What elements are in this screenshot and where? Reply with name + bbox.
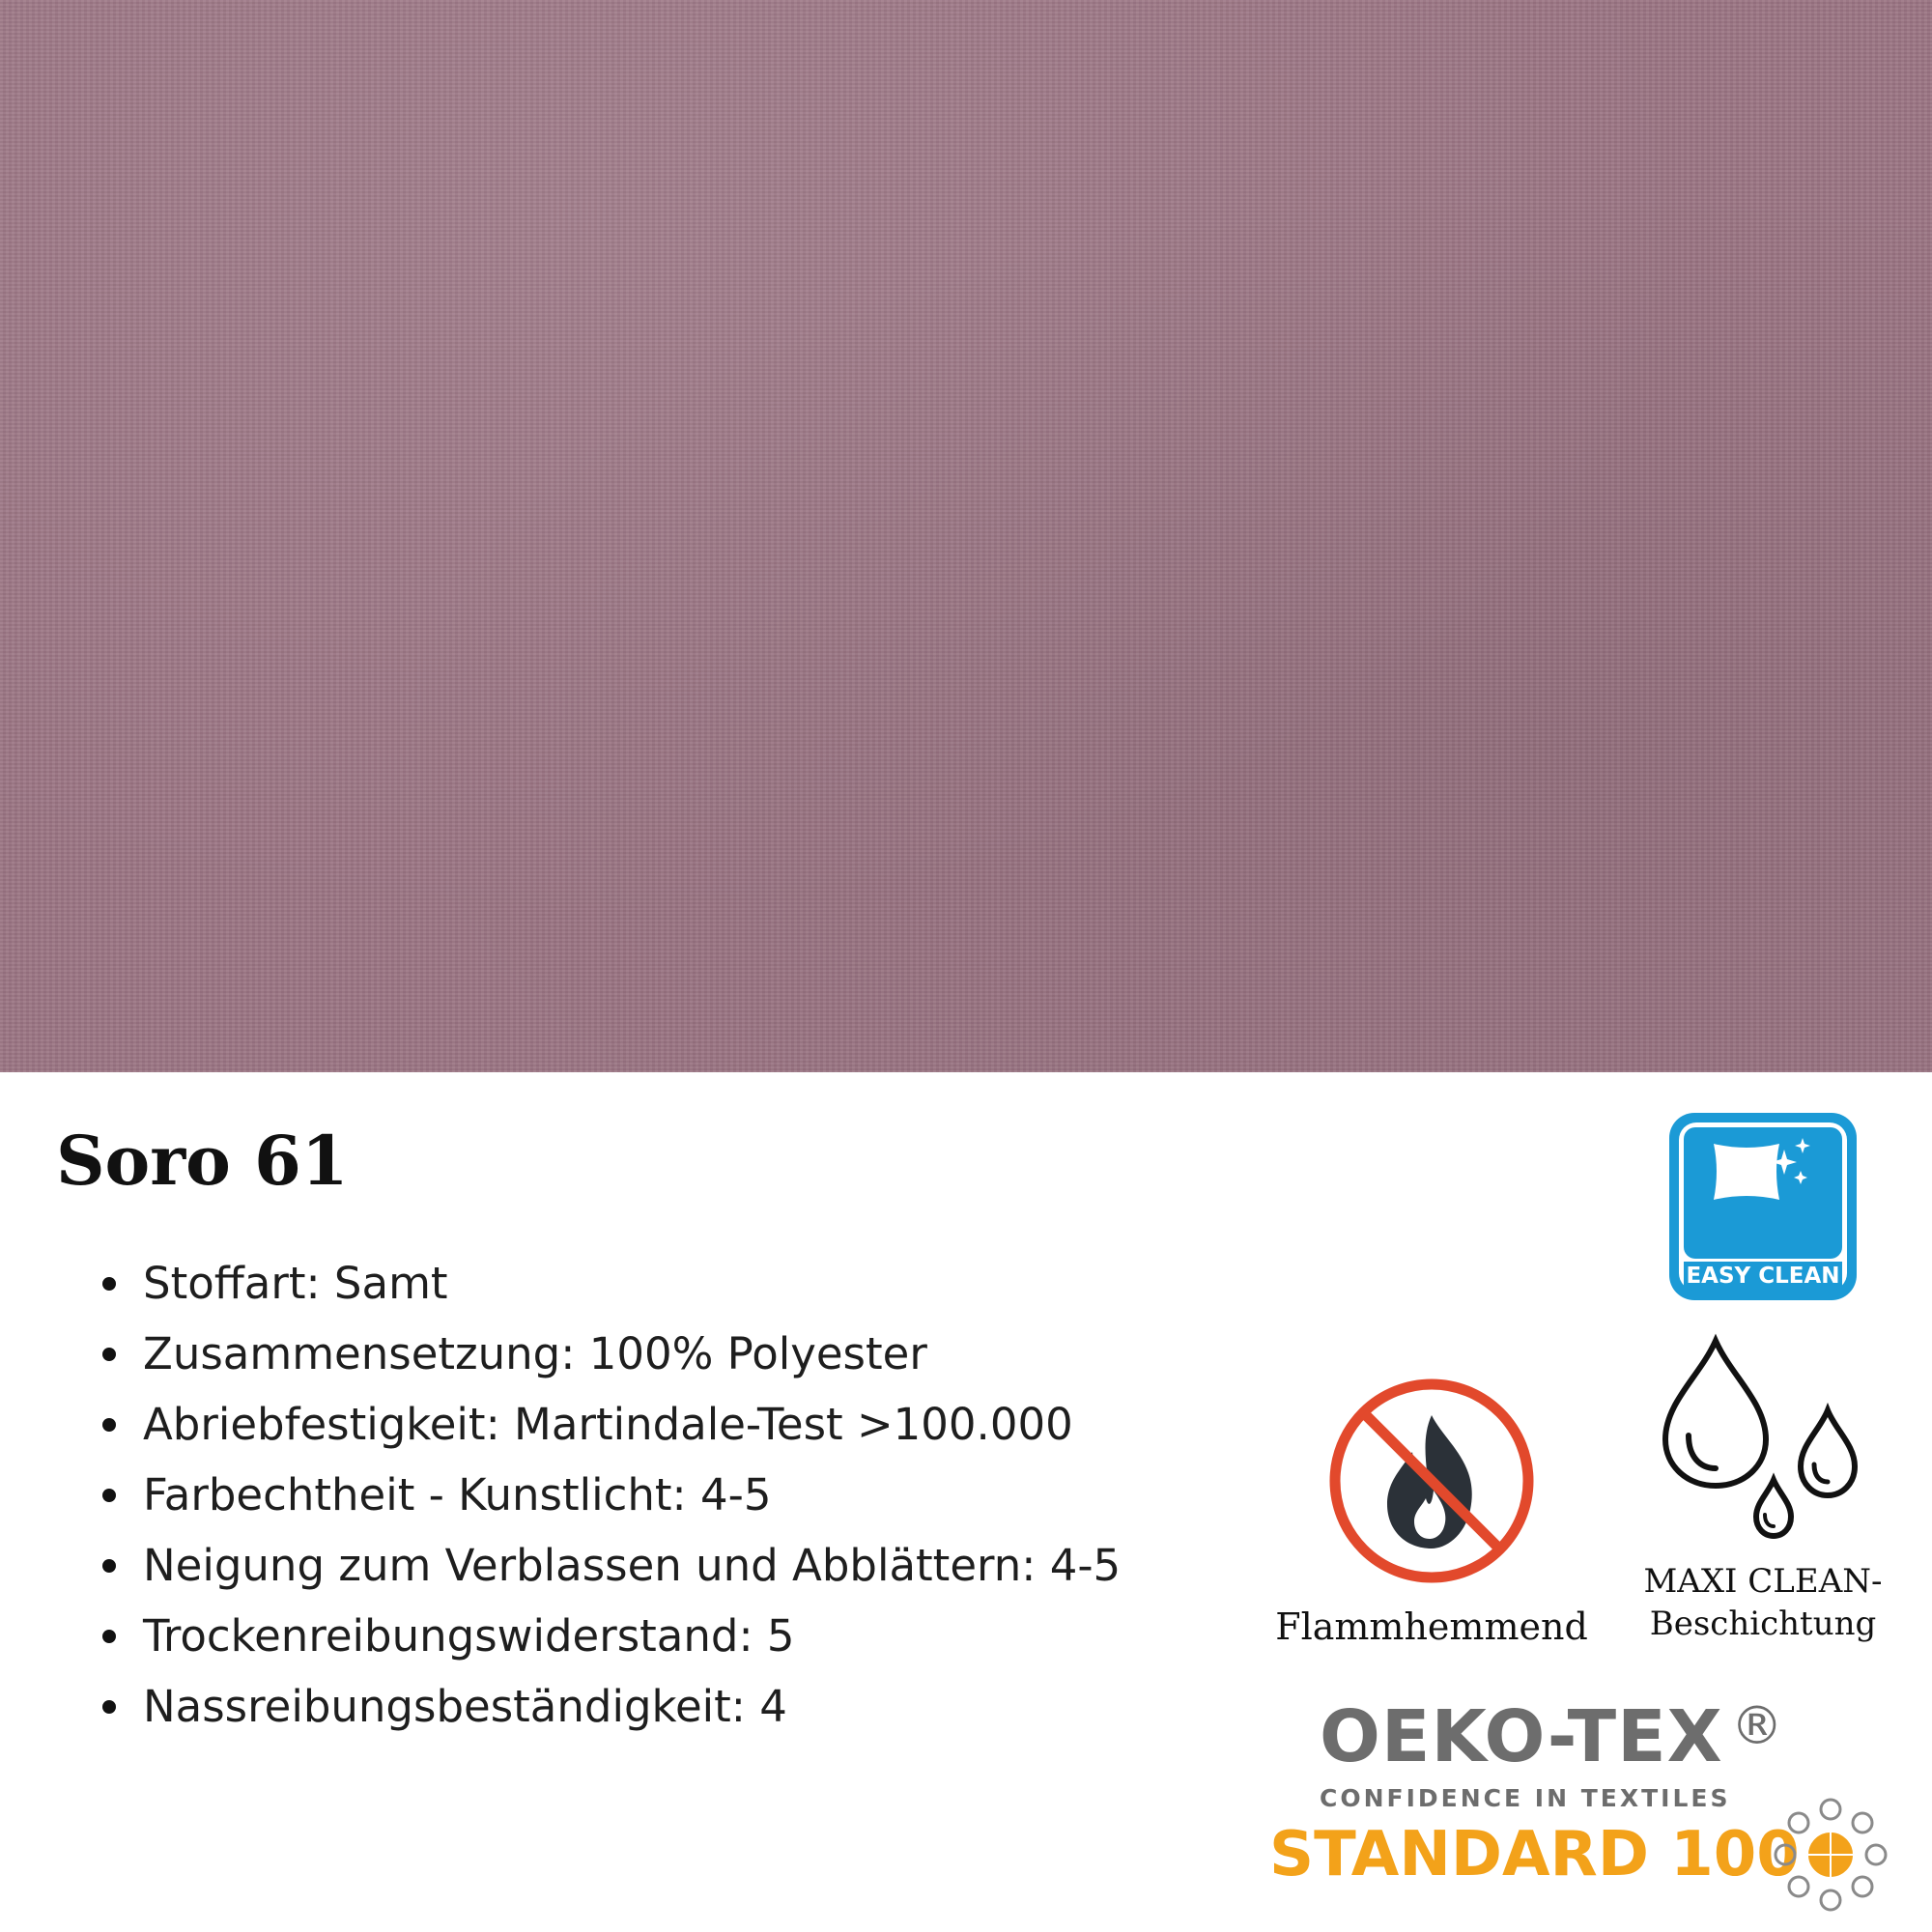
spec-item-dry-rub: Trockenreibungswiderstand: 5 (97, 1601, 1121, 1671)
no-flame-icon (1325, 1375, 1538, 1587)
maxi-clean-label-line1: MAXI CLEAN- (1643, 1562, 1883, 1601)
spec-item-abrasion: Abriebfestigkeit: Martindale-Test >100.000 (97, 1389, 1121, 1460)
oeko-tex-wordmark: OEKO-TEX (1320, 1695, 1723, 1778)
spec-item-wet-rub: Nassreibungsbeständigkeit: 4 (97, 1671, 1121, 1742)
oeko-tex-tagline: CONFIDENCE IN TEXTILES (1320, 1784, 1731, 1812)
product-title: Soro 61 (56, 1121, 349, 1201)
flame-retardant-label: Flammhemmend (1275, 1605, 1588, 1648)
spec-item-pilling: Neigung zum Verblassen und Abblättern: 4-5 (97, 1530, 1121, 1601)
oeko-tex-flower-icon (1768, 1792, 1893, 1918)
easy-clean-label: EASY CLEAN (1686, 1264, 1840, 1289)
water-drops-icon (1654, 1333, 1886, 1555)
spec-list (97, 1248, 1121, 1742)
spec-item-fabric-type: Stoffart: Samt (97, 1248, 1121, 1319)
maxi-clean-label (1623, 1560, 1903, 1645)
spec-item-color-fastness: Farbechtheit - Kunstlicht: 4-5 (97, 1460, 1121, 1530)
registered-mark: ® (1730, 1695, 1783, 1756)
oeko-tex-standard: STANDARD 100 (1269, 1819, 1800, 1890)
oeko-tex-logo (1265, 1695, 1903, 1918)
maxi-clean-label-line2: Beschichtung (1649, 1605, 1877, 1643)
easy-clean-badge (1665, 1109, 1861, 1304)
spec-item-composition: Zusammensetzung: 100% Polyester (97, 1319, 1121, 1389)
